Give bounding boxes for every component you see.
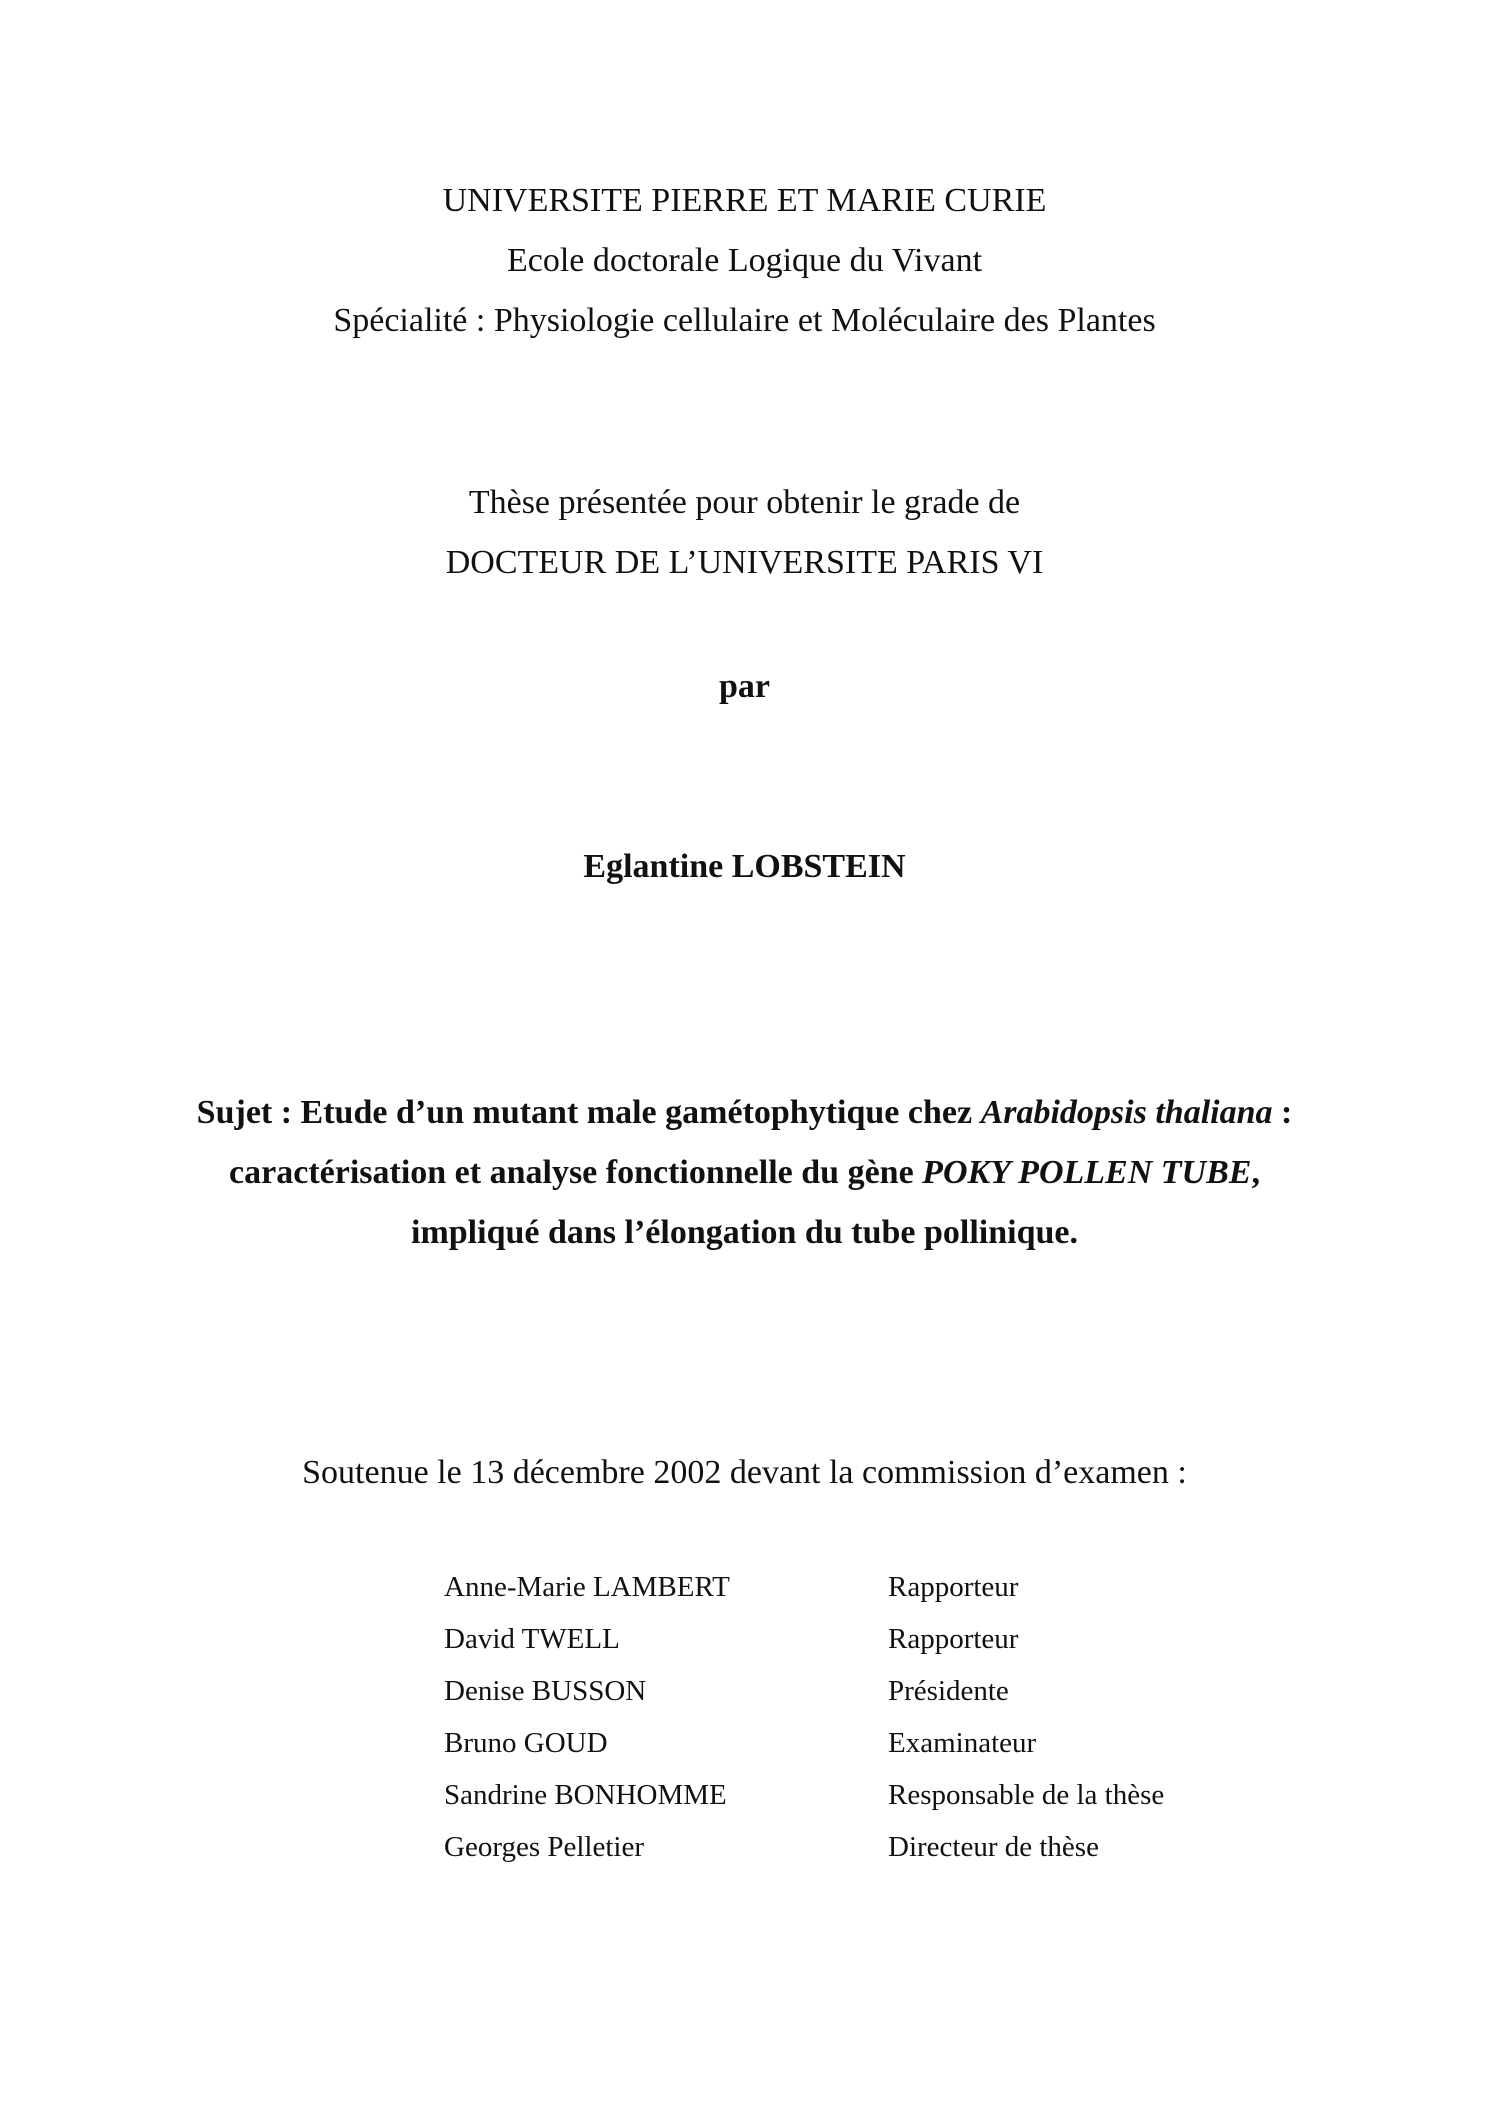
committee-row	[0, 1573, 1489, 1609]
committee-member-name: Denise BUSSON	[444, 1675, 647, 1707]
committee-member-name: Sandrine BONHOMME	[444, 1779, 727, 1811]
defense-statement: Soutenue le 13 décembre 2002 devant la commission d’examen :	[302, 1454, 1187, 1491]
subject-line-2-prefix: caractérisation et analyse fonctionnelle du gène	[229, 1154, 923, 1191]
subject-line-2-suffix: ,	[1251, 1154, 1260, 1191]
university-name: UNIVERSITE PIERRE ET MARIE CURIE	[442, 182, 1047, 219]
committee-member-name: Georges Pelletier	[444, 1831, 644, 1863]
committee-row	[0, 1729, 1489, 1765]
committee-member-name: Bruno GOUD	[444, 1727, 608, 1759]
committee-member-role: Examinateur	[888, 1727, 1037, 1759]
committee-member-role: Rapporteur	[888, 1571, 1019, 1603]
committee-row	[0, 1833, 1489, 1869]
author-name: Eglantine LOBSTEIN	[583, 848, 906, 885]
by-label: par	[719, 668, 770, 705]
subject-line-1	[0, 1096, 1489, 1130]
committee-row	[0, 1625, 1489, 1661]
committee-member-name: David TWELL	[444, 1623, 620, 1655]
subject-line-1-suffix: :	[1272, 1094, 1293, 1131]
committee-member-role: Responsable de la thèse	[888, 1779, 1165, 1811]
subject-species-name: Arabidopsis thaliana	[980, 1094, 1273, 1131]
committee-member-name: Anne-Marie LAMBERT	[444, 1571, 730, 1603]
subject-gene-name: POKY POLLEN TUBE	[922, 1154, 1252, 1191]
degree: DOCTEUR DE L’UNIVERSITE PARIS VI	[445, 544, 1044, 581]
committee-row	[0, 1677, 1489, 1713]
subject-line-2	[0, 1156, 1489, 1190]
subject-line-1-prefix: Sujet : Etude d’un mutant male gamétophytique chez	[196, 1094, 981, 1131]
committee-member-role: Présidente	[888, 1675, 1009, 1707]
specialty: Spécialité : Physiologie cellulaire et Moléculaire des Plantes	[333, 302, 1156, 339]
presented-for: Thèse présentée pour obtenir le grade de	[468, 484, 1021, 521]
committee-member-role: Directeur de thèse	[888, 1831, 1099, 1863]
doctoral-school: Ecole doctorale Logique du Vivant	[506, 242, 983, 279]
committee-member-role: Rapporteur	[888, 1623, 1019, 1655]
committee-row	[0, 1781, 1489, 1817]
subject-line-3: impliqué dans l’élongation du tube pollinique.	[411, 1214, 1078, 1251]
